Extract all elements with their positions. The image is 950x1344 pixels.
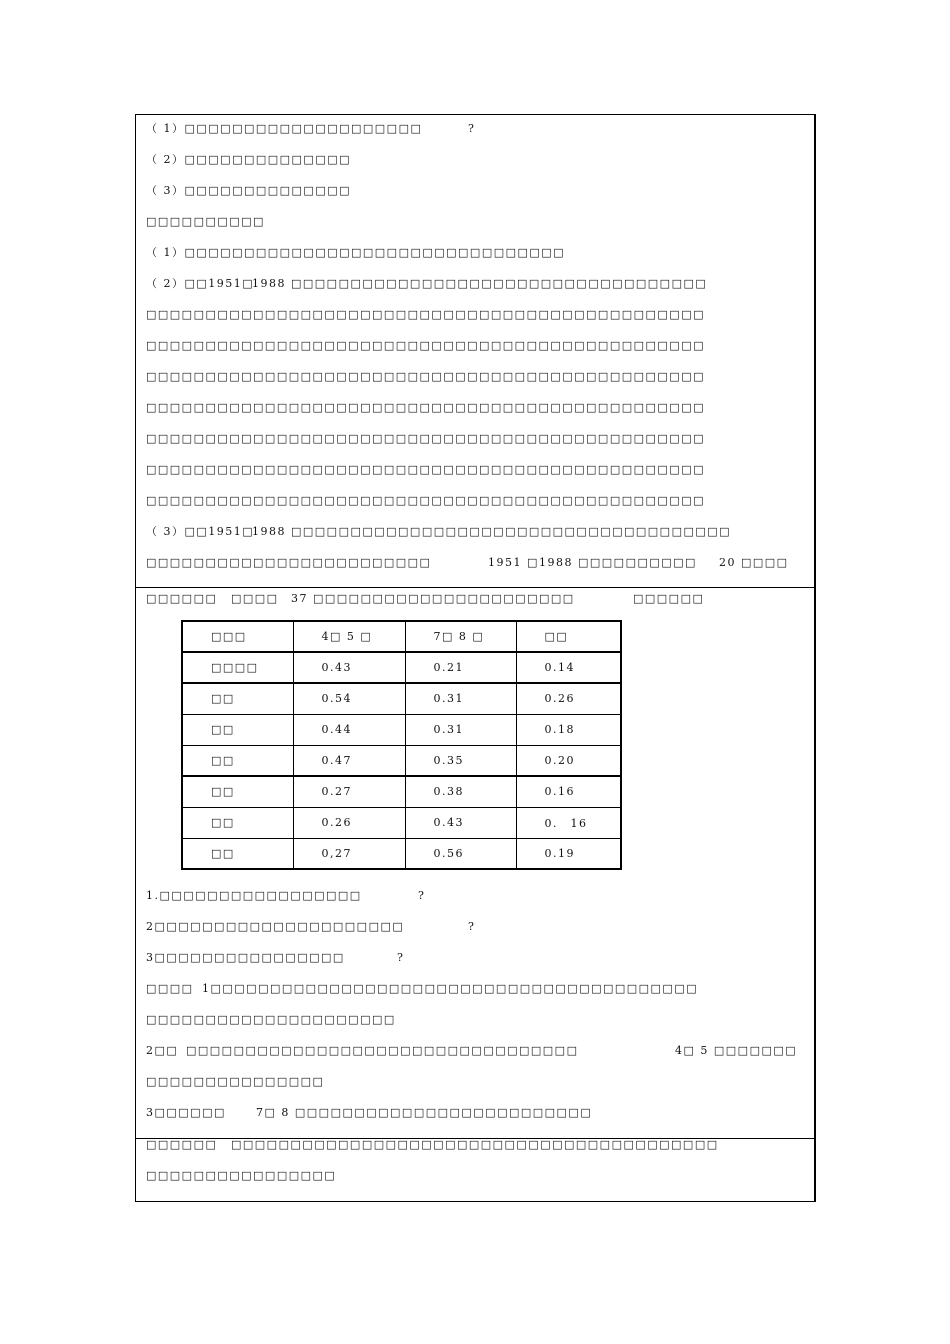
- table-row: [182, 714, 621, 745]
- text-line: □□□□□□□□□□□□□□□: [146, 1075, 325, 1088]
- text-line: □□□□□□□□□□□□□□□□□□□□□: [146, 1013, 396, 1026]
- table-cell: 0.44: [293, 714, 405, 745]
- table-cell: 0.31: [405, 683, 516, 714]
- text-line: （ 2）□□1951□: [146, 277, 255, 290]
- text-line: 1951 □: [488, 556, 539, 569]
- text-line: 1.□□□□□□□□□□□□□□□□□: [146, 889, 362, 902]
- text-line: □□□□: [231, 592, 279, 605]
- table-cell: □□: [182, 776, 293, 807]
- table-cell: 0.18: [516, 714, 621, 745]
- table-cell: □□: [182, 807, 293, 838]
- text-line: □□□□: [146, 982, 194, 995]
- table-cell: 0.56: [405, 838, 516, 869]
- text-line: （ 2）□□□□□□□□□□□□□□: [146, 153, 351, 166]
- text-line: □□□□□□: [146, 592, 218, 605]
- table-row: [182, 683, 621, 714]
- table-cell: 0.54: [293, 683, 405, 714]
- text-line: □□□□□□□□□□□□□□□□□□□□□□□□□□□□□□□□□□□□□□□□□□□□□□□: [146, 463, 705, 476]
- table-cell: 0.26: [516, 683, 621, 714]
- text-line: □□□□□□□□□□□□□□□□□□□□□□□□□□□□□□□□□□□□□□□□□□□□□□□: [146, 494, 705, 507]
- text-line: ?: [418, 889, 426, 902]
- text-line: 37 □□□□□□□□□□□□□□□□□□□□□□: [291, 592, 575, 605]
- table-cell: 0.21: [405, 652, 516, 683]
- text-line: □□□□□□□□□□□□□□□□□□□□□□□□□□□□□□□□□□□□□□□□□□□□□□□: [146, 401, 705, 414]
- text-line: 1988 □□□□□□□□□□: [539, 556, 697, 569]
- text-line: □□□□□□□□□□□□□□□□□□□□□□□□□□□□□□□□□□□□□□□□□□□□□□□: [146, 370, 705, 383]
- table-cell: □□: [182, 838, 293, 869]
- table-cell: □□□□: [182, 652, 293, 683]
- table-cell: □□: [182, 745, 293, 776]
- table-row: [182, 745, 621, 776]
- text-line: 3□□□□□□: [146, 1106, 226, 1119]
- table-cell: 0.38: [405, 776, 516, 807]
- table-cell: 7□ 8 □: [405, 621, 516, 652]
- table-cell: 4□ 5 □: [293, 621, 405, 652]
- text-line: □□□□□□: [633, 592, 705, 605]
- table-cell: □□: [182, 683, 293, 714]
- table-row: [182, 652, 621, 683]
- text-line: ?: [468, 122, 476, 135]
- text-line: （ 3）□□□□□□□□□□□□□□: [146, 184, 351, 197]
- table-header-row: [182, 621, 621, 652]
- text-line: 7□ 8 □□□□□□□□□□□□□□□□□□□□□□□□□: [256, 1106, 593, 1119]
- data-table: [181, 620, 622, 870]
- table-cell: 0.47: [293, 745, 405, 776]
- text-line: □□□□□□□□□□: [146, 215, 265, 228]
- text-line: □□□□□□□□□□□□□□□□: [146, 1169, 337, 1182]
- table-cell: 0.31: [405, 714, 516, 745]
- table-cell: 0.35: [405, 745, 516, 776]
- text-line: 1□□□□□□□□□□□□□□□□□□□□□□□□□□□□□□□□□□□□□□□□□: [202, 982, 699, 995]
- table-cell: 0,27: [293, 838, 405, 869]
- section-divider: [136, 587, 814, 588]
- table-cell: 0.43: [293, 652, 405, 683]
- table-cell: □□: [182, 714, 293, 745]
- text-line: □□□□□□□□□□□□□□□□□□□□□□□□□□□□□□□□□□□□□□□□□□□□□□□: [146, 308, 705, 321]
- table-cell: 0.16: [516, 776, 621, 807]
- text-line: （ 1）□□□□□□□□□□□□□□□□□□□□□□□□□□□□□□□□: [146, 246, 566, 259]
- text-line: ?: [397, 951, 405, 964]
- text-line: □□□□□□□□□□□□□□□□□□□□□□□□: [146, 556, 432, 569]
- text-line: 2□□□□□□□□□□□□□□□□□□□□□: [146, 920, 405, 933]
- text-line: 20 □□□□: [719, 556, 789, 569]
- table-row: [182, 838, 621, 869]
- text-line: □□□□□□□□□□□□□□□□□□□□□□□□□□□□□□□□□□□□□□□□□: [231, 1138, 719, 1151]
- table-cell: □□□: [182, 621, 293, 652]
- text-line: □□□□□□□□□□□□□□□□□□□□□□□□□□□□□□□□□□□□□□□□□□□□□□□: [146, 339, 705, 352]
- table-cell: 0.26: [293, 807, 405, 838]
- table-cell: 0.19: [516, 838, 621, 869]
- text-line: 4□ 5 □□□□□□□: [675, 1044, 798, 1057]
- table-row: [182, 807, 621, 838]
- text-line: ?: [468, 920, 476, 933]
- table-cell: 0.27: [293, 776, 405, 807]
- text-line: 1988 □□□□□□□□□□□□□□□□□□□□□□□□□□□□□□□□□□□: [252, 277, 708, 290]
- text-line: □□□□□□: [146, 1138, 218, 1151]
- text-line: 3□□□□□□□□□□□□□□□□: [146, 951, 345, 964]
- text-line: □□□□□□□□□□□□□□□□□□□□□□□□□□□□□□□□□: [186, 1044, 579, 1057]
- text-line: （ 1）□□□□□□□□□□□□□□□□□□□□: [146, 122, 423, 135]
- text-line: □□□□□□□□□□□□□□□□□□□□□□□□□□□□□□□□□□□□□□□□□□□□□□□: [146, 432, 705, 445]
- text-line: 2□□: [146, 1044, 179, 1057]
- table-cell: 0. 16: [516, 807, 621, 838]
- table-cell: 0.43: [405, 807, 516, 838]
- table-cell: 0.14: [516, 652, 621, 683]
- table-cell: 0.20: [516, 745, 621, 776]
- table-cell: □□: [516, 621, 621, 652]
- document-frame: [135, 114, 816, 1202]
- text-line: （ 3）□□1951□: [146, 525, 255, 538]
- text-line: 1988 □□□□□□□□□□□□□□□□□□□□□□□□□□□□□□□□□□□□□: [252, 525, 732, 538]
- table-row: [182, 776, 621, 807]
